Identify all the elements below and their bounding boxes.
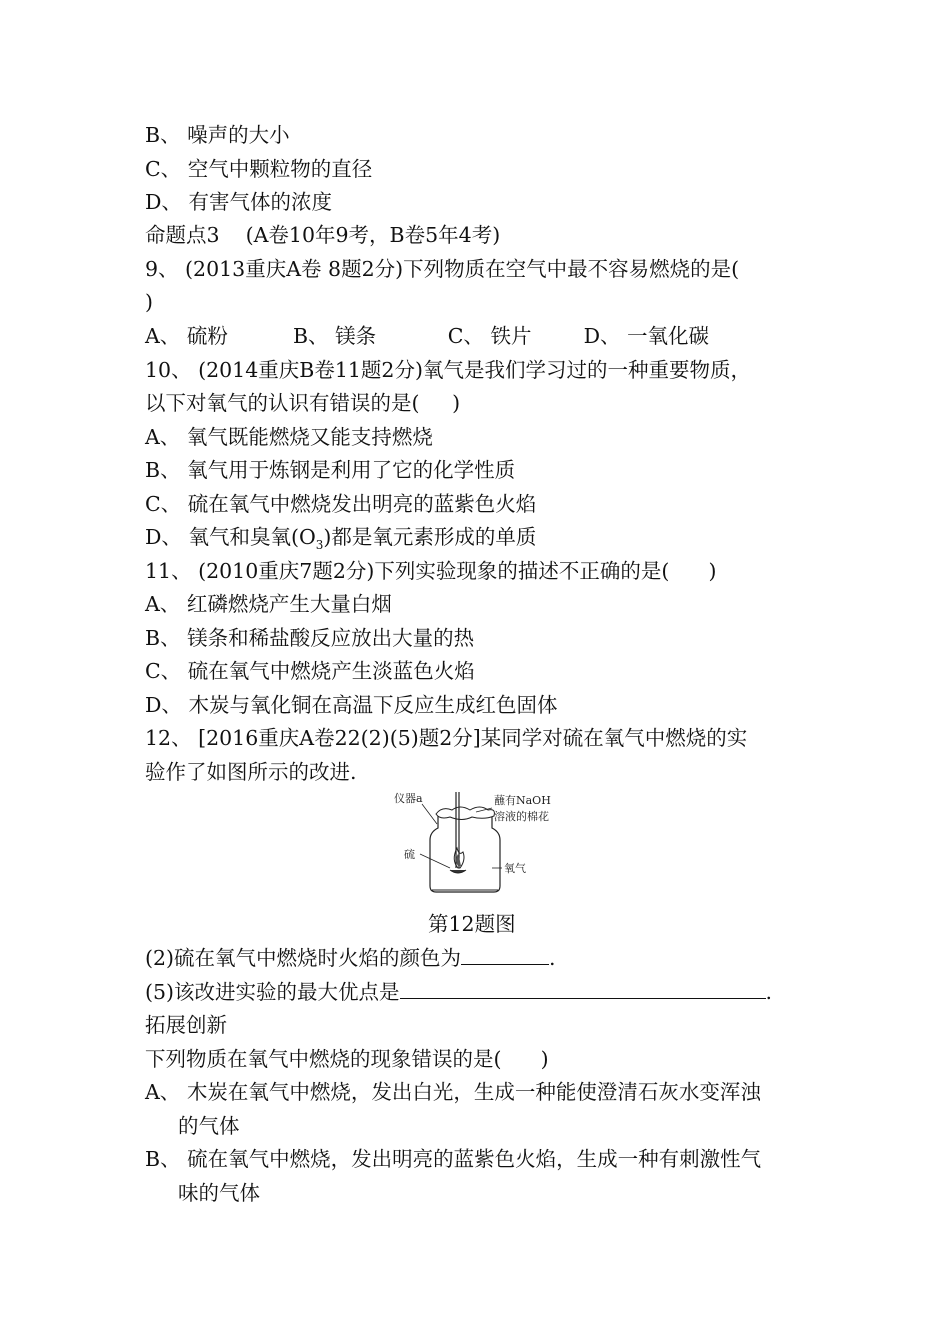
ext-option-b-cont: 味的气体 (178, 1181, 260, 1205)
cotton-plug (436, 807, 494, 820)
q10-option-d-part1: D、 氧气和臭氧(O (145, 525, 316, 549)
question-10-cont: 以下对氧气的认识有错误的是( ) (145, 391, 461, 415)
q11-option-a: A、 红磷燃烧产生大量白烟 (145, 592, 392, 616)
q10-option-c: C、 硫在氧气中燃烧发出明亮的蓝紫色火焰 (145, 492, 537, 516)
question-10: 10、 (2014重庆B卷11题2分)氧气是我们学习过的一种重要物质， (145, 358, 751, 382)
leader-instrument (422, 804, 437, 824)
section-heading: 拓展创新 (145, 1013, 227, 1037)
question-11: 11、 (2010重庆7题2分)下列实验现象的描述不正确的是( ) (145, 559, 717, 583)
question-9: 9、 (2013重庆A卷 8题2分)下列物质在空气中最不容易燃烧的是( (145, 257, 740, 281)
extension-question: 下列物质在氧气中燃烧的现象错误的是( ) (145, 1047, 549, 1071)
question-12: 12、 [2016重庆A卷22(2)(5)题2分]某同学对硫在氧气中燃烧的实 (145, 726, 748, 750)
q10-option-d-part2: )都是氧元素形成的单质 (323, 525, 537, 549)
option-b-line: B、 噪声的大小 (145, 123, 290, 147)
gas-jar (430, 814, 500, 892)
sulfur-combustion-apparatus (380, 786, 560, 896)
q10-option-b: B、 氧气用于炼钢是利用了它的化学性质 (145, 458, 516, 482)
q11-option-d: D、 木炭与氧化铜在高温下反应生成红色固体 (145, 693, 558, 717)
label-cotton-line1: 蘸有NaOH (494, 794, 551, 807)
option-d-line: D、 有害气体的浓度 (145, 190, 332, 214)
leader-sulfur (420, 854, 450, 868)
answer-blank-2[interactable] (461, 944, 549, 965)
ozone-subscript: 3 (315, 538, 324, 553)
q12-part2 (145, 944, 556, 972)
q12-part2-period: . (549, 946, 556, 970)
label-sulfur: 硫 (404, 848, 415, 861)
ext-option-a-cont: 的气体 (178, 1114, 240, 1138)
option-c-line: C、 空气中颗粒物的直径 (145, 157, 373, 181)
inner-flame (456, 854, 461, 866)
ext-option-b: B、 硫在氧气中燃烧，发出明亮的蓝紫色火焰，生成一种有刺激性气 (145, 1147, 762, 1171)
label-oxygen: 氧气 (504, 862, 526, 875)
topic-heading: 命题点3 (A卷10年9考，B卷5年4考) (145, 223, 501, 247)
answer-blank-5[interactable] (400, 978, 766, 999)
q11-option-c: C、 硫在氧气中燃烧产生淡蓝色火焰 (145, 659, 475, 683)
question-12-cont: 验作了如图所示的改进. (145, 760, 357, 784)
ext-option-a: A、 木炭在氧气中燃烧，发出白光，生成一种能使澄清石灰水变浑浊 (145, 1080, 761, 1104)
q12-part5 (145, 978, 772, 1006)
spoon-bowl (450, 870, 466, 873)
question-9-cont: ) (145, 290, 153, 314)
q12-part5-period: . (765, 980, 773, 1004)
label-cotton-line2: 溶液的棉花 (494, 810, 549, 823)
figure-caption: 第12题图 (428, 912, 516, 936)
q10-option-d (145, 523, 536, 551)
q12-part2-text: (2)硫在氧气中燃烧时火焰的颜色为 (145, 946, 462, 970)
q12-part5-text: (5)该改进实验的最大优点是 (145, 980, 400, 1004)
label-instrument-a: 仪器a (394, 792, 423, 805)
question-9-options: A、 硫粉 B、 镁条 C、 铁片 D、 一氧化碳 (145, 324, 710, 348)
experiment-figure (380, 786, 560, 896)
q11-option-b: B、 镁条和稀盐酸反应放出大量的热 (145, 626, 475, 650)
q10-option-a: A、 氧气既能燃烧又能支持燃烧 (145, 425, 433, 449)
